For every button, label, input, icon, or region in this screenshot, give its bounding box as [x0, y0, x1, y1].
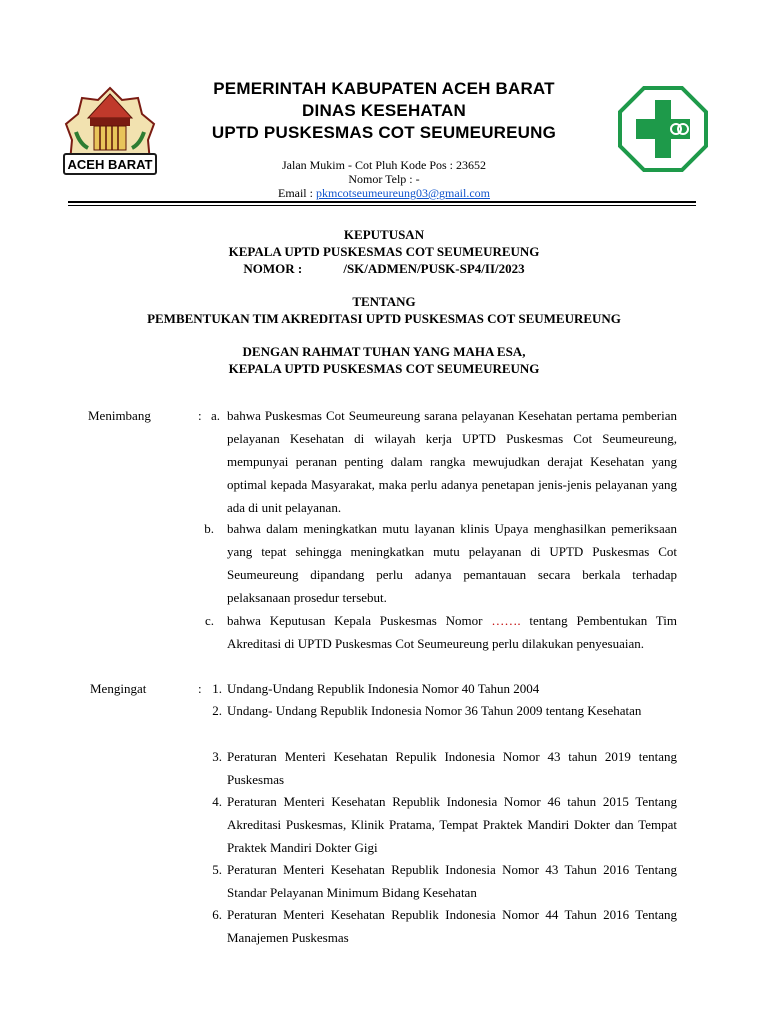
menimbang-label: Menimbang: [88, 408, 151, 423]
letterhead-divider-thick: [68, 201, 696, 203]
heading-kepala-2: KEPALA UPTD PUSKESMAS COT SEUMEUREUNG: [228, 361, 540, 376]
mengingat-label: Mengingat: [90, 681, 147, 696]
email-link[interactable]: pkmcotseumeureung03@gmail.com: [315, 186, 490, 200]
address-line: Jalan Mukim - Cot Pluh Kode Pos : 23652: [281, 158, 486, 172]
decree-heading: [60, 226, 708, 277]
menimbang-item-c: [227, 609, 677, 655]
logo-left-text: ACEH BARAT: [67, 157, 153, 172]
nomor-label: NOMOR :: [243, 261, 303, 276]
menimbang-marker-b: b.: [204, 521, 214, 536]
preamble-heading: [60, 343, 708, 377]
heading-kepala: KEPALA UPTD PUSKESMAS COT SEUMEUREUNG: [228, 244, 540, 259]
menimbang-item-b: bahwa dalam meningkatkan mutu layanan klinis Upaya menghasilkan pemeriksaan yang tepat sehingga meningkatkan mutu pelayanan di UPTD Puskesmas Cot Seumeureung dipandang perlu adanya pemantauan secara berkala terhadap pelaksanaan prosedur tersebut.: [227, 521, 677, 605]
mengingat-item-4: Peraturan Menteri Kesehatan Republik Indonesia Nomor 46 tahun 2015 Tentang Akreditasi Puskesmas, Klinik Pratama, Tempat Praktek Mandiri Dokter dan Tempat Praktek Mandiri Dokter Gigi: [227, 794, 677, 855]
phone-line: Nomor Telp : -: [348, 172, 420, 186]
number-placeholder-dots: …….: [491, 613, 521, 628]
mengingat-colon: :: [198, 681, 202, 696]
mengingat-marker-4: 4.: [212, 794, 222, 809]
heading-keputusan: KEPUTUSAN: [343, 227, 425, 242]
heading-rahmat: DENGAN RAHMAT TUHAN YANG MAHA ESA,: [242, 344, 526, 359]
mengingat-marker-1: 1.: [212, 681, 222, 696]
letterhead-institution: UPTD PUSKESMAS COT SEUMEUREUNG: [211, 123, 557, 142]
mengingat-marker-3: 3.: [212, 749, 222, 764]
menimbang-marker-c: c.: [204, 613, 214, 628]
email-line: [150, 186, 618, 200]
mengingat-marker-2: 2.: [212, 703, 222, 718]
letterhead-government: PEMERINTAH KABUPATEN ACEH BARAT: [213, 79, 555, 98]
nomor-value: /SK/ADMEN/PUSK-SP4/II/2023: [343, 261, 525, 276]
mengingat-item-2: Undang- Undang Republik Indonesia Nomor 36 Tahun 2009 tentang Kesehatan: [227, 703, 642, 718]
mengingat-item-1: Undang-Undang Republik Indonesia Nomor 40 Tahun 2004: [227, 681, 540, 696]
letterhead-divider-thin: [68, 205, 696, 206]
menimbang-marker-a: a.: [210, 408, 220, 423]
decree-number-line: [60, 260, 708, 277]
menimbang-item-a: bahwa Puskesmas Cot Seumeureung sarana pelayanan Kesehatan pertama pemberian pelayanan Kesehatan di wilayah kerja UPTD Puskesmas Cot Seumeureung, mempunyai peranan penting dalam rangka mewujudkan derajat Kesehatan yang optimal kepada Masyarakat, maka perlu adanya penetapan jenis-jenis pelayanan yang ada di unit pelayanan.: [227, 408, 677, 515]
heading-subject: PEMBENTUKAN TIM AKREDITASI UPTD PUSKESMAS COT SEUMEUREUNG: [147, 311, 621, 326]
mengingat-marker-5: 5.: [212, 862, 222, 877]
mengingat-item-5: Peraturan Menteri Kesehatan Republik Indonesia Nomor 43 Tahun 2016 Tentang Standar Pelayanan Minimum Bidang Kesehatan: [227, 862, 677, 900]
email-label: Email :: [277, 186, 316, 200]
letterhead-department: DINAS KESEHATAN: [302, 101, 466, 120]
heading-tentang: TENTANG: [352, 294, 416, 309]
mengingat-marker-6: 6.: [212, 907, 222, 922]
mengingat-item-3: Peraturan Menteri Kesehatan Repulik Indonesia Nomor 43 tahun 2019 tentang Puskesmas: [227, 749, 677, 787]
menimbang-colon: :: [198, 408, 202, 423]
puskesmas-cross-logo: [618, 86, 708, 172]
mengingat-item-6: Peraturan Menteri Kesehatan Republik Indonesia Nomor 44 Tahun 2016 Tentang Manajemen Puskesmas: [227, 907, 677, 945]
aceh-barat-emblem-logo: [62, 84, 158, 178]
letterhead: [150, 78, 618, 200]
subject-heading: [60, 293, 708, 327]
item-c-text-after: tentang Pembentukan Tim Akreditasi di UPTD Puskesmas Cot Seumeureung perlu dilakukan penyesuaian.: [227, 613, 678, 651]
item-c-text-before: bahwa Keputusan Kepala Puskesmas Nomor: [227, 613, 492, 628]
letterhead-address-block: [150, 158, 618, 200]
